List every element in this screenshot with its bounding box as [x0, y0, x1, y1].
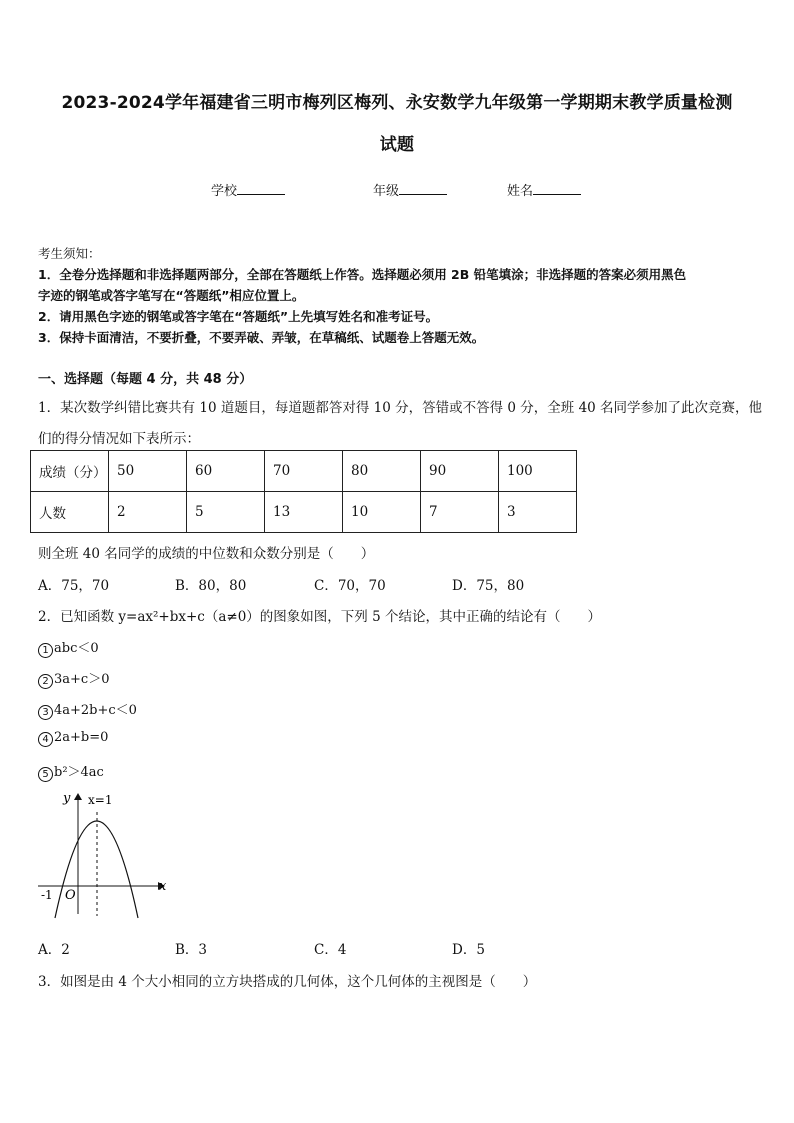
exam-title-line2: 试题 — [379, 135, 415, 155]
x-axis-label: x — [159, 879, 167, 894]
q2-option-a[interactable]: A．2 — [38, 942, 70, 958]
q2-parabola-graph — [30, 790, 180, 925]
grade-label: 年级 — [373, 184, 400, 199]
table-cell: 3 — [499, 492, 577, 533]
circled-number: 2 — [38, 674, 53, 689]
q1-stem-b: 们的得分情况如下表所示： — [38, 431, 200, 447]
q2-option-d[interactable]: D．5 — [452, 942, 485, 958]
name-blank[interactable] — [533, 182, 581, 195]
table-row — [31, 451, 577, 492]
grade-blank[interactable] — [399, 182, 447, 195]
q1-ask: 则全班 40 名同学的成绩的中位数和众数分别是（ ） — [38, 546, 375, 562]
section-heading-choice: 一、选择题（每题 4 分，共 48 分） — [38, 372, 253, 387]
table-cell: 2 — [109, 492, 187, 533]
conclusion-text: 4a+2b+c＜0 — [54, 703, 137, 718]
conclusion-text: 2a+b=0 — [54, 730, 109, 745]
circled-number: 5 — [38, 767, 53, 782]
q2-stem: 2．已知函数 y=ax²+bx+c（a≠0）的图象如图，下列 5 个结论，其中正确的结论有（ ） — [38, 609, 601, 625]
conclusion-text: b²＞4ac — [54, 765, 104, 780]
notice-heading: 考生须知： — [38, 246, 101, 261]
table-cell: 70 — [265, 451, 343, 492]
table-cell: 100 — [499, 451, 577, 492]
table-header-count: 人数 — [31, 492, 109, 533]
exam-notice — [38, 243, 760, 348]
q2-conclusion-1 — [38, 637, 99, 658]
table-header-score: 成绩（分） — [31, 451, 109, 492]
notice-item-3: 3．保持卡面清洁，不要折叠，不要弄破、弄皱，在草稿纸、试题卷上答题无效。 — [38, 330, 485, 345]
q1-option-c[interactable]: C．70，70 — [314, 578, 386, 594]
notice-item-1b: 字迹的钢笔或答字笔写在“答题纸”相应位置上。 — [38, 288, 305, 303]
symmetry-line-label: x=1 — [88, 793, 113, 807]
table-cell: 90 — [421, 451, 499, 492]
table-cell: 13 — [265, 492, 343, 533]
name-label: 姓名 — [507, 184, 534, 199]
q2-conclusion-4 — [38, 730, 108, 747]
table-cell: 60 — [187, 451, 265, 492]
y-axis-label: y — [63, 791, 71, 806]
circled-number: 4 — [38, 732, 53, 747]
q2-conclusion-3 — [38, 699, 137, 720]
table-cell: 7 — [421, 492, 499, 533]
notice-item-1a: 1．全卷分选择题和非选择题两部分，全部在答题纸上作答。选择题必须用 2B 铅笔填涂；非选择题的答案必须用黑色 — [38, 267, 687, 282]
q1-option-b[interactable]: B．80，80 — [175, 578, 247, 594]
q2-conclusion-2 — [38, 668, 109, 689]
grade-field[interactable] — [373, 180, 447, 199]
q1-stem-a: 1．某次数学纠错比赛共有 10 道题目，每道题都答对得 10 分，答错或不答得 0 分，全班 40 名同学参加了此次竞赛，他 — [38, 400, 763, 416]
q1-option-d[interactable]: D．75，80 — [452, 578, 525, 594]
q2-conclusion-5 — [38, 761, 104, 782]
conclusion-text: 3a+c＞0 — [54, 672, 110, 687]
table-row — [31, 492, 577, 533]
name-field[interactable] — [507, 180, 581, 199]
q1-score-table — [30, 450, 577, 533]
table-cell: 50 — [109, 451, 187, 492]
school-field[interactable] — [211, 180, 285, 199]
q2-option-c[interactable]: C．4 — [314, 942, 347, 958]
table-cell: 10 — [343, 492, 421, 533]
tick-label-minus-one: -1 — [41, 888, 53, 902]
q3-stem: 3．如图是由 4 个大小相同的立方块搭成的几何体，这个几何体的主视图是（ ） — [38, 974, 537, 990]
notice-item-2: 2．请用黑色字迹的钢笔或答字笔在“答题纸”上先填写姓名和准考证号。 — [38, 309, 439, 324]
origin-label: O — [65, 888, 76, 903]
school-label: 学校 — [211, 184, 238, 199]
circled-number: 3 — [38, 705, 53, 720]
exam-title-line1: 2023-2024学年福建省三明市梅列区梅列、永安数学九年级第一学期期末教学质量检测 — [61, 93, 733, 113]
circled-number: 1 — [38, 643, 53, 658]
table-cell: 80 — [343, 451, 421, 492]
school-blank[interactable] — [237, 182, 285, 195]
table-cell: 5 — [187, 492, 265, 533]
q2-option-b[interactable]: B．3 — [175, 942, 208, 958]
conclusion-text: abc＜0 — [54, 641, 99, 656]
y-axis-arrow-icon — [74, 793, 82, 800]
q1-option-a[interactable]: A．75，70 — [38, 578, 110, 594]
